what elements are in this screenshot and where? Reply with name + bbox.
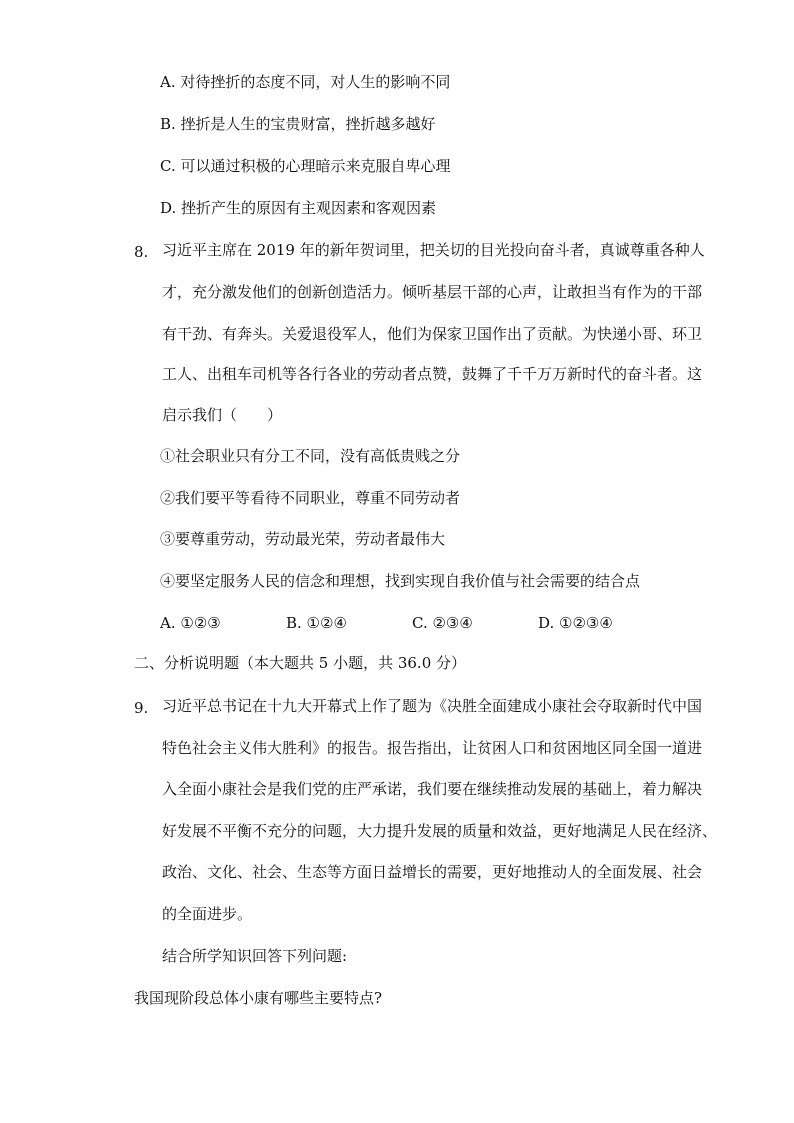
- q8-number: 8.: [134, 243, 149, 261]
- q8-statement-2: ②我们要平等看待不同职业，尊重不同劳动者: [160, 489, 461, 507]
- q8-stem-line: 工人、出租车司机等各行各业的劳动者点赞，鼓舞了千千万万新时代的奋斗者。这: [162, 365, 703, 383]
- q7-option-a: A. 对待挫折的态度不同，对人生的影响不同: [160, 73, 451, 91]
- q8-options: [160, 613, 680, 633]
- q8-stem-line: 启示我们（ ）: [162, 406, 283, 424]
- q9-instruction: 结合所学知识回答下列问题:: [162, 947, 348, 965]
- q9-stem-line: 好发展不平衡不充分的问题，大力提升发展的质量和效益，更好地满足人民在经济、: [162, 822, 718, 840]
- q8-option-c: C. ②③④: [412, 614, 473, 632]
- q9-stem-line: 政治、文化、社会、生态等方面日益增长的需要，更好地推动人的全面发展、社会: [162, 863, 703, 881]
- section-heading: 二、分析说明题（本大题共 5 小题，共 36.0 分）: [134, 654, 467, 672]
- q7-option-b: B. 挫折是人生的宝贵财富，挫折越多越好: [160, 115, 436, 133]
- q9-stem-line: 特色社会主义伟大胜利》的报告。报告指出，让贫困人口和贫困地区同全国一道进: [162, 739, 703, 757]
- q8-statement-1: ①社会职业只有分工不同，没有高低贵贱之分: [160, 447, 461, 465]
- q8-option-a: A. ①②③: [160, 614, 221, 632]
- q8-statement-3: ③要尊重劳动，劳动最光荣，劳动者最伟大: [160, 530, 446, 548]
- q8-statement-4: ④要坚定服务人民的信念和理想，找到实现自我价值与社会需要的结合点: [160, 572, 641, 590]
- q7-option-d: D. 挫折产生的原因有主观因素和客观因素: [160, 199, 437, 217]
- q8-stem-line: 习近平主席在 2019 年的新年贺词里，把关切的目光投向奋斗者，真诚尊重各种人: [162, 241, 705, 259]
- q8-stem-line: 有干劲、有奔头。关爱退役军人，他们为保家卫国作出了贡献。为快递小哥、环卫: [162, 325, 703, 343]
- q8-option-b: B. ①②④: [286, 614, 347, 632]
- q9-sub-question: 我国现阶段总体小康有哪些主要特点?: [134, 989, 383, 1007]
- q9-stem-line: 的全面进步。: [162, 905, 253, 923]
- q8-option-d: D. ①②③④: [538, 614, 613, 632]
- q9-stem-line: 入全面小康社会是我们党的庄严承诺，我们要在继续推动发展的基础上，着力解决: [162, 780, 703, 798]
- q8-stem-line: 才，充分激发他们的创新创造活力。倾听基层干部的心声，让敢担当有作为的干部: [162, 283, 703, 301]
- q9-stem-line: 习近平总书记在十九大开幕式上作了题为《决胜全面建成小康社会夺取新时代中国: [162, 697, 703, 715]
- q7-option-c: C. 可以通过积极的心理暗示来克服自卑心理: [160, 157, 451, 175]
- q9-number: 9.: [134, 699, 149, 717]
